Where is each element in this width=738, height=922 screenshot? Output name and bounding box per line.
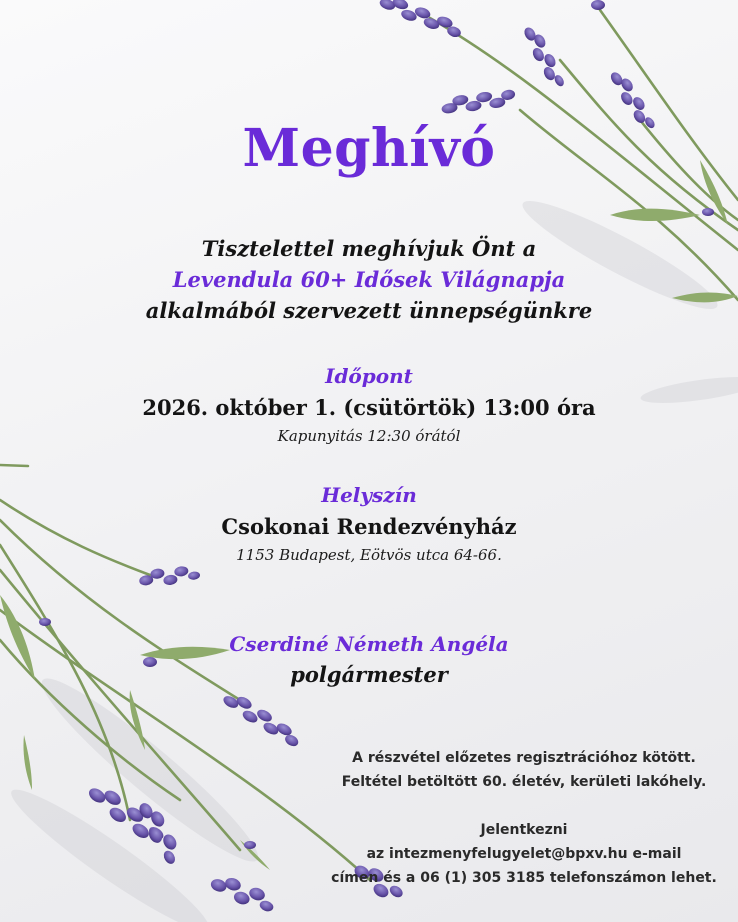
intro-text — [0, 233, 738, 326]
gate-open-note: Kapunyitás 12:30 órától — [277, 427, 461, 445]
signer-title: polgármester — [290, 662, 448, 687]
apply-phone-line: címen és a 06 (1) 305 3185 telefonszámon lehet. — [331, 870, 717, 886]
top-right-flowers — [377, 0, 714, 216]
invitation-title: Meghívó — [242, 118, 496, 179]
eligibility-note: Feltétel betöltött 60. életév, kerületi lakóhely. — [341, 774, 707, 790]
registration-note: A részvétel előzetes regisztrációhoz kötött. — [352, 750, 696, 766]
apply-heading: Jelentkezni — [480, 822, 568, 838]
signer-name: Cserdiné Németh Angéla — [229, 632, 509, 656]
apply-email-line: az intezmenyfelugyelet@bpxv.hu e-mail — [366, 846, 682, 862]
event-name: Levendula 60+ Idősek Világnapja — [172, 267, 566, 292]
intro-line-3: alkalmából szervezett ünnepségünkre — [145, 298, 593, 323]
intro-line-1: Tisztelettel meghívjuk Önt a — [201, 236, 537, 261]
place-name: Csokonai Rendezvényház — [221, 514, 517, 539]
place-label: Helyszín — [321, 483, 417, 507]
place-address: 1153 Budapest, Eötvös utca 64-66. — [236, 546, 502, 564]
time-label: Időpont — [325, 364, 413, 388]
time-value: 2026. október 1. (csütörtök) 13:00 óra — [142, 395, 596, 420]
